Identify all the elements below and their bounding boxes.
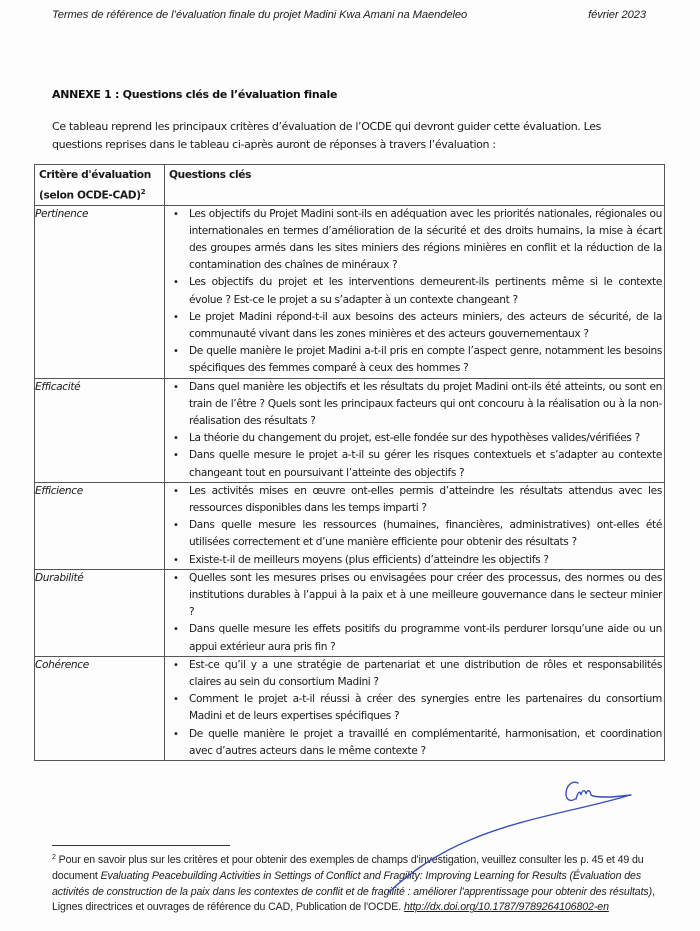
question-item xyxy=(165,379,664,431)
criterion-cell: Durabilité xyxy=(35,569,165,656)
bullet-icon: • xyxy=(173,277,179,289)
question-text: Est-ce qu’il y a une stratégie de partenariat et une distribution de rôles et responsabilités claires au sein du consortium Madini ? xyxy=(189,658,662,689)
question-text: Les activités mises en œuvre ont-elles permis d’atteindre les résultats attendus avec les ressources disponibles dans les temps imparti ? xyxy=(189,484,662,514)
footnote-number: 2 xyxy=(52,854,56,861)
document-title: Termes de référence de l’évaluation finale du projet Madini Kwa Amani na Maendeleo xyxy=(52,9,468,21)
question-text: Les objectifs du projet et les interventions demeurent-ils pertinents même si le contexte évolue ? Est-ce le projet a su s’adapter à un contexte changeant ? xyxy=(189,276,662,306)
table-row xyxy=(35,656,665,760)
questions-list xyxy=(165,379,664,482)
footnote xyxy=(52,850,657,916)
question-text: La théorie du changement du projet, est-elle fondée sur des hypothèses valides/vérifiées ? xyxy=(189,432,640,445)
bullet-icon: • xyxy=(173,624,179,636)
bullet-icon: • xyxy=(173,433,179,445)
question-item xyxy=(165,552,664,569)
table-row xyxy=(35,569,665,656)
footnote-title: Evaluating Peacebuilding Activities in Settings of Conflict and Fragility: Improving Learning for Results (Évaluation des activités de construction de la paix dans les contextes de conflit et de fragilité : améliorer l'apprentissage pour obtenir des résultats) xyxy=(52,869,653,898)
table-row xyxy=(35,205,665,378)
questions-list xyxy=(165,570,664,656)
bullet-icon: • xyxy=(173,694,179,706)
footnote-text-after: , Lignes directrices et ouvrages de référence du CAD, Publication de l'OCDE. xyxy=(52,885,655,914)
criterion-cell: Cohérence xyxy=(35,656,165,760)
footnote-text-before: Pour en savoir plus sur les critères et pour obtenir des exemples de champs d'investigation, veuillez consulter les p. 45 et 49 du document xyxy=(52,854,644,882)
header-criterion: Critère d'évaluation (selon OCDE-CAD)$^2$ xyxy=(35,165,165,206)
question-item xyxy=(165,657,664,691)
questions-list xyxy=(165,206,664,378)
table-header-row xyxy=(35,165,665,206)
questions-list xyxy=(165,483,664,569)
bullet-icon: • xyxy=(173,572,179,584)
question-item xyxy=(165,430,664,447)
criterion-cell: Efficience xyxy=(35,482,165,569)
bullet-icon: • xyxy=(173,554,179,566)
question-item xyxy=(165,483,664,517)
question-text: Dans quel manière les objectifs et les résultats du projet Madini ont-ils été atteints, ou sont en train de l’être ? Quels sont les principaux facteurs qui ont concouru à la réalisation ou à la non-réalisation des résultats ? xyxy=(189,380,662,427)
bullet-icon: • xyxy=(173,728,179,740)
question-text: Le projet Madini répond-t-il aux besoins des acteurs miniers, des acteurs de sécurité, de la communauté vivant dans les zones minières et des acteurs gouvernementaux ? xyxy=(189,310,662,340)
header-questions: Questions clés xyxy=(165,165,665,206)
question-text: De quelle manière le projet Madini a-t-il pris en compte l’aspect genre, notamment les besoins spécifiques des femmes comparé à ceux des hommes ? xyxy=(189,345,662,375)
footnote-separator xyxy=(52,845,230,846)
question-item xyxy=(165,274,664,308)
footnote-link[interactable]: http://dx.doi.org/10.1787/9789264106802-en xyxy=(403,901,609,914)
questions-list xyxy=(165,657,664,760)
intro-paragraph: Ce tableau reprend les principaux critères d’évaluation de l’OCDE qui devront guider cette évaluation. Les questions reprises dans le tableau ci-après auront de réponses à travers l’évaluation : xyxy=(52,120,602,151)
question-text: Comment le projet a-t-il réussi à créer des synergies entre les partenaires du consortium Madini et de leurs expertises spécifiques ? xyxy=(189,693,662,723)
questions-cell xyxy=(165,656,665,760)
bullet-icon: • xyxy=(173,381,179,393)
annex-title: ANNEXE 1 : Questions clés de l’évaluation finale xyxy=(52,88,338,101)
criterion-cell: Pertinence xyxy=(35,205,165,378)
question-item xyxy=(165,206,664,275)
question-item xyxy=(165,447,664,481)
question-text: Dans quelle mesure le projet a-t-il su gérer les risques contextuels et s’adapter au contexte changeant tout en poursuivant l’atteinte des objectifs ? xyxy=(189,449,662,479)
bullet-icon: • xyxy=(173,208,179,220)
criteria-table xyxy=(34,164,665,761)
bullet-icon: • xyxy=(173,485,179,497)
bullet-icon: • xyxy=(173,346,179,358)
questions-cell xyxy=(165,205,665,378)
question-item xyxy=(165,621,664,655)
question-text: Existe-t-il de meilleurs moyens (plus efficients) d’atteindre les objectifs ? xyxy=(189,553,549,566)
question-text: Les objectifs du Projet Madini sont-ils en adéquation avec les priorités nationales, régionales ou internationales en termes d’amélioration de la sécurité et des droits humains, la mise à écart des groupes armés dans les sites miniers des régions minières en conflit et la réduction de la contamination des chaînes de minéraux ? xyxy=(189,207,662,272)
question-text: De quelle manière le projet a travaillé en complémentarité, harmonisation, et coordination avec d’autres acteurs dans le même contexte ? xyxy=(189,727,662,757)
question-item xyxy=(165,517,664,551)
question-item xyxy=(165,726,664,760)
questions-cell xyxy=(165,569,665,656)
bullet-icon: • xyxy=(173,311,179,323)
question-text: Dans quelle mesure les ressources (humaines, financières, administratives) ont-elles été utilisées correctement et d’une manière efficiente pour obtenir des résultats ? xyxy=(189,519,662,549)
table-row xyxy=(35,482,665,569)
questions-cell xyxy=(165,482,665,569)
question-item xyxy=(165,309,664,343)
question-item xyxy=(165,343,664,377)
question-item xyxy=(165,570,664,622)
question-text: Quelles sont les mesures prises ou envisagées pour créer des processus, des normes ou des institutions durables à l’appui à la paix et à une meilleure gouvernance dans le secteur minier ? xyxy=(189,571,662,619)
questions-cell xyxy=(165,378,665,482)
question-item xyxy=(165,691,664,725)
bullet-icon: • xyxy=(173,520,179,532)
running-header xyxy=(52,9,652,21)
bullet-icon: • xyxy=(173,659,179,671)
question-text: Dans quelle mesure les effets positifs du programme vont-ils perdurer lorsqu’une aide ou un appui extérieur aura pris fin ? xyxy=(189,623,662,653)
table-row xyxy=(35,378,665,482)
bullet-icon: • xyxy=(173,450,179,462)
document-date: février 2023 xyxy=(588,9,646,21)
criterion-cell: Efficacité xyxy=(35,378,165,482)
